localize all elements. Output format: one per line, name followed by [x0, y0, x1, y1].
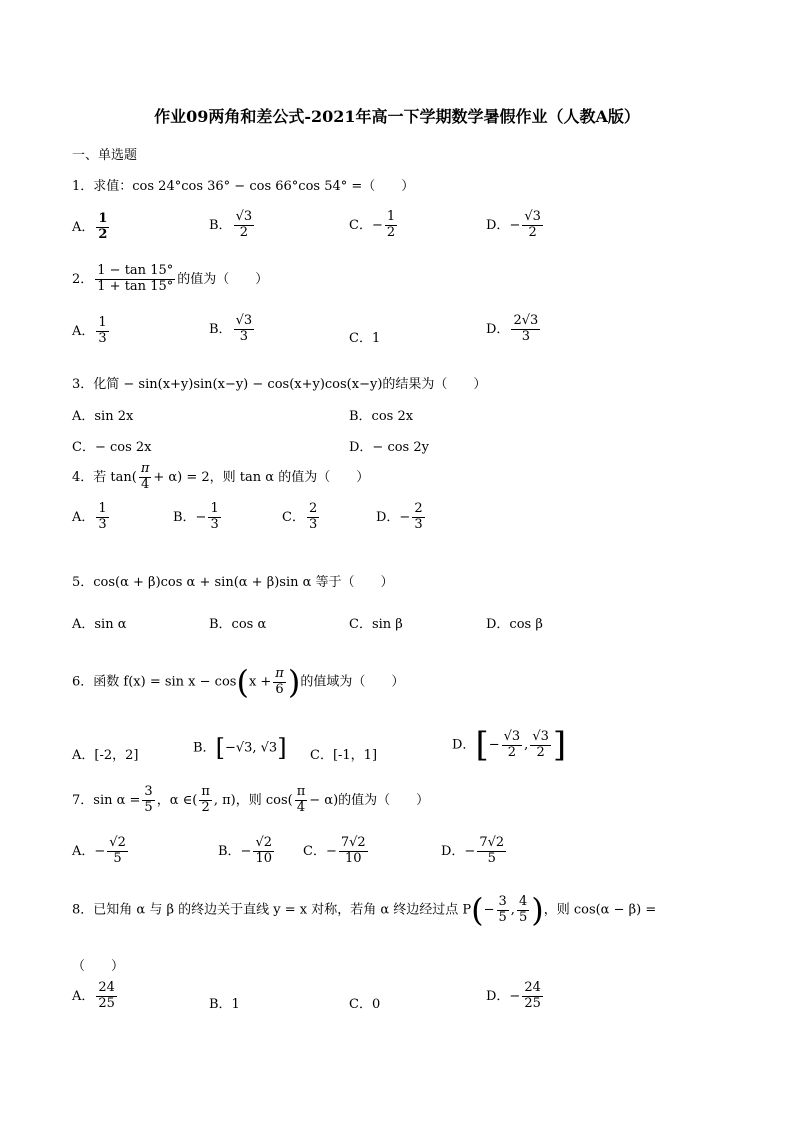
- q1-option-d: D．− $\frac{√3}{2}$: [486, 209, 541, 240]
- q5-option-b: B．cos α: [209, 617, 267, 632]
- q7-option-b: B．− $\frac{√2}{10}$: [218, 835, 273, 866]
- question-4-stem: 4．若 tan( $\frac{\pi}{4}$ + α) = 2，则 tan α 的值为（ ）: [72, 461, 370, 492]
- q5-option-a: A．sin α: [72, 617, 127, 632]
- page-title: 作业09两角和差公式-2021年高一下学期数学暑假作业（人教A版）: [154, 107, 640, 126]
- q1-option-c: C．− $\frac{1}{2}$: [349, 209, 396, 240]
- question-5-stem: 5．cos(α + β)cos α + sin(α + β)sin α 等于（ ）: [72, 575, 394, 590]
- question-3-stem: 3．化简 − sin(x+y)sin(x−y) − cos(x+y)cos(x−y)的结果为（ ）: [72, 377, 487, 392]
- question-8-stem: 8．已知角 α 与 β 的终边关于直线 y = x 对称，若角 α 终边经过点 P(− $\frac{3}{5}$ , $\frac{4}{5}$ )，则 cos(α − β) =: [72, 891, 657, 929]
- q3-option-b: B．cos 2x: [349, 409, 414, 424]
- q6-option-b: B．[−√3, √3]: [193, 734, 287, 762]
- q4-option-b: B．− $\frac{1}{3}$: [173, 501, 219, 532]
- question-2-stem: 2． $\frac{1 - \tan 15^\circ}{1 + \tan 15^\circ}$ 的值为（ ）: [72, 263, 269, 294]
- question-1-stem: 1．求值：cos 24°cos 36° − cos 66°cos 54° =（ ）: [72, 179, 415, 194]
- q4-option-c: C． $\frac{2}{3}$: [282, 501, 318, 532]
- q3-option-d: D．− cos 2y: [349, 440, 429, 455]
- q7-option-a: A．− $\frac{√2}{5}$: [72, 835, 126, 866]
- q1-option-b: B． $\frac{√3}{2}$: [209, 209, 253, 240]
- q8-option-d: D．− $\frac{24}{25}$: [486, 980, 541, 1011]
- q8-option-b: B．1: [209, 997, 240, 1012]
- q4-option-d: D．− $\frac{2}{3}$: [376, 501, 423, 532]
- section-heading: 一、单选题: [72, 148, 138, 163]
- q5-option-c: C．sin β: [349, 617, 403, 632]
- q2-option-c: C．1: [349, 331, 381, 346]
- q6-option-c: C．[-1，1]: [310, 748, 378, 763]
- q5-option-d: D．cos β: [486, 617, 543, 632]
- q6-option-a: A．[-2，2]: [72, 748, 139, 763]
- q2-option-b: B． $\frac{√3}{3}$: [209, 313, 253, 344]
- q8-blank: （ ）: [72, 959, 125, 974]
- question-7-stem: 7．sin α = $\frac{3}{5}$ ，α ∈( $\frac{\pi}{2}$ , π)，则 cos( $\frac{\pi}{4}$ − α)的值为（ ）: [72, 784, 430, 815]
- q3-option-c: C．− cos 2x: [72, 440, 152, 455]
- q1-option-a: A． $\frac{1}{2}$: [72, 211, 108, 242]
- q8-option-a: A． $\frac{24}{25}$: [72, 980, 115, 1011]
- question-6-stem: 6．函数 f(x) = sin x − cos(x + $\frac{\pi}{6}$ )的值域为（ ）: [72, 663, 405, 701]
- q4-option-a: A． $\frac{1}{3}$: [72, 501, 107, 532]
- q2-option-a: A． $\frac{1}{3}$: [72, 315, 107, 346]
- q8-option-c: C．0: [349, 997, 381, 1012]
- q6-option-d: D．[− $\frac{√3}{2}$ , $\frac{√3}{2}$ ]: [452, 725, 567, 765]
- q1-a-frac: $\frac{1}{2}$: [98, 211, 108, 242]
- q2-option-d: D． $\frac{2√3}{3}$: [486, 313, 539, 344]
- q3-option-a: A．sin 2x: [72, 409, 134, 424]
- q7-option-d: D．− $\frac{7√2}{5}$: [441, 835, 505, 866]
- q7-option-c: C．− $\frac{7√2}{10}$: [303, 835, 366, 866]
